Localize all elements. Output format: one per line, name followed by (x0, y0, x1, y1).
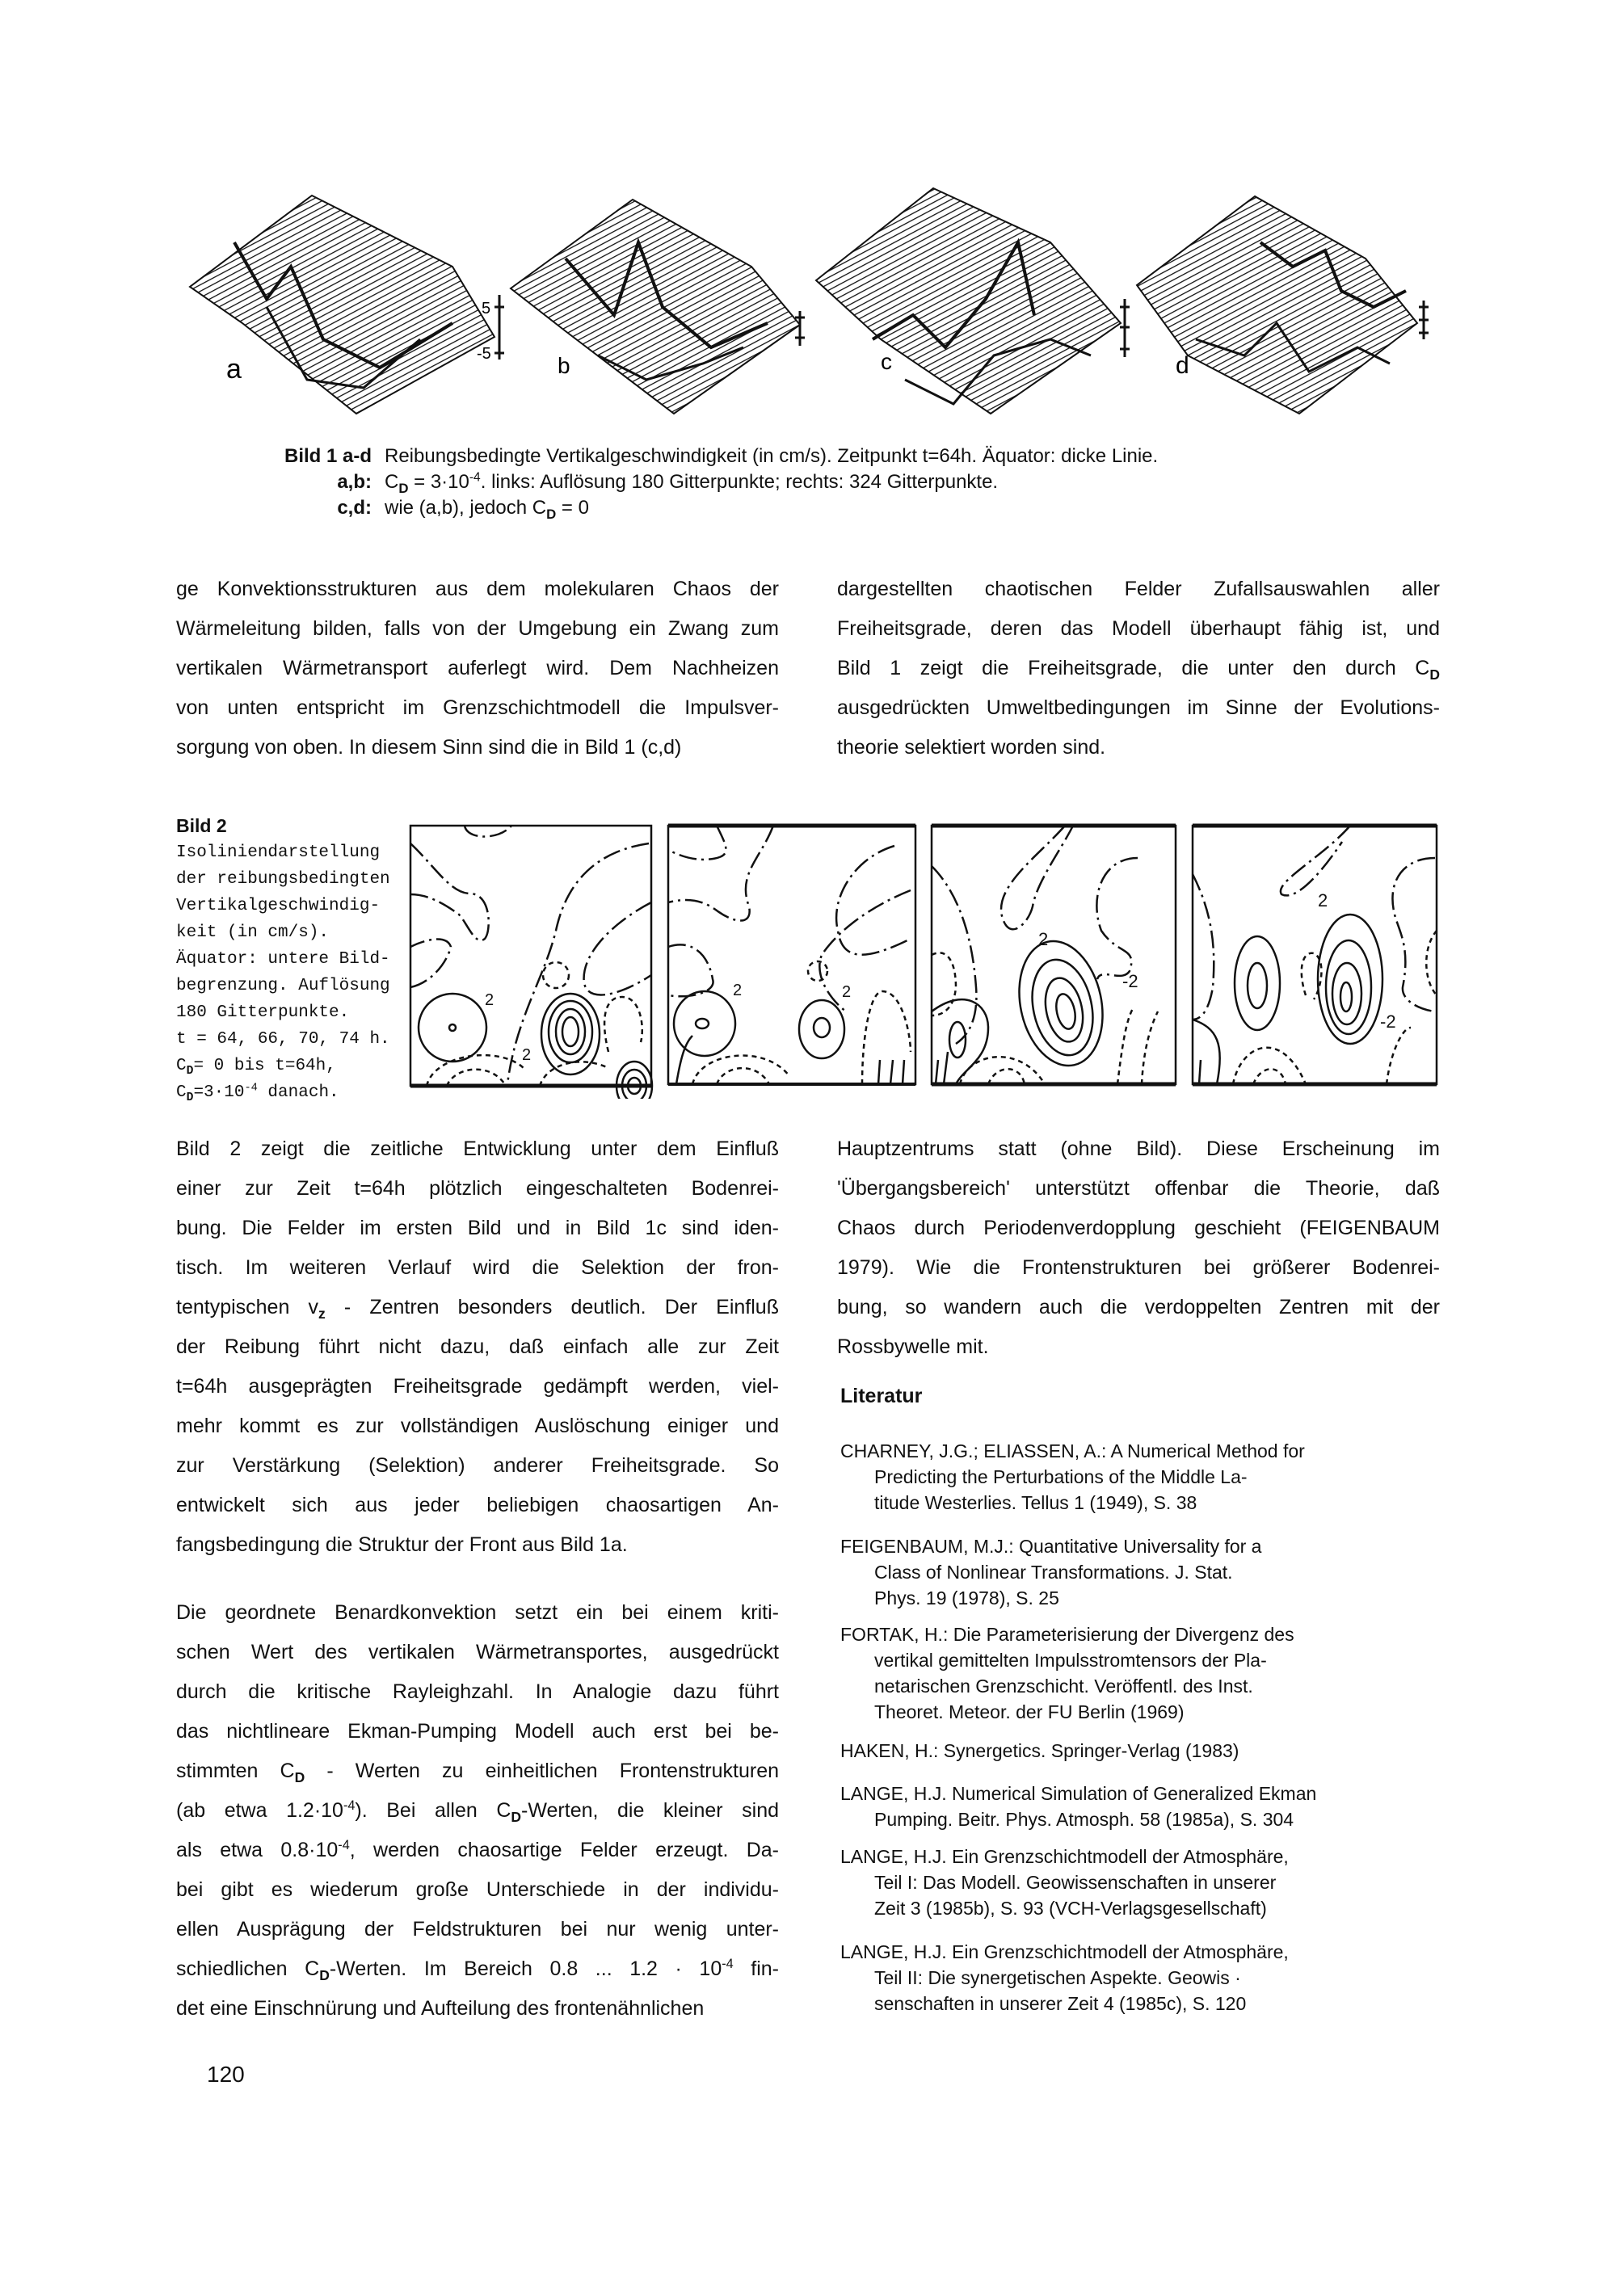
text-line: einer zur Zeit t=64h plötzlich eingeschalteten Bodenrei- (176, 1177, 779, 1200)
text-line: Teil II: Die synergetischen Aspekte. Geowis · (874, 1967, 1241, 1988)
text-line: Die geordnete Benardkonvektion setzt ein bei einem kriti- (176, 1601, 779, 1624)
contour-label: 2 (733, 982, 743, 999)
text-line: CHARNEY, J.G.; ELIASSEN, A.: A Numerical Method for (840, 1440, 1305, 1461)
reference-item (840, 1621, 1294, 1725)
text-line: FORTAK, H.: Die Parameterisierung der Divergenz des (840, 1624, 1294, 1645)
text-line: Wärmeleitung bilden, falls von der Umgebung ein Zwang zum (176, 617, 779, 640)
text-line: vertikalen Wärmetransport auferlegt wird. Dem Nachheizen (176, 657, 779, 679)
text-line: bung, so wandern auch die verdoppelten Zentren mit der (837, 1296, 1440, 1318)
subscript: z (318, 1306, 326, 1323)
caption-text: Reibungsbedingte Vertikalgeschwindigkeit (in cm/s). Zeitpunkt t=64h. Äquator: dicke Linie. (385, 445, 1159, 467)
caption-label: c,d: (337, 497, 372, 519)
caption-text: wie (a,b), jedoch $C_D = 0$ (385, 497, 589, 522)
literature-heading: Literatur (840, 1385, 923, 1407)
text-line: Bild 1 zeigt die Freiheitsgrade, die unter den durch $C_D$ (837, 657, 1440, 683)
text-line: schen Wert des vertikalen Wärmetransportes, ausgedrückt (176, 1641, 779, 1663)
text-line: 'Übergangsbereich' unterstützt offenbar die Theorie, daß (837, 1177, 1440, 1200)
text-line: theorie selektiert worden sind. (837, 736, 1106, 759)
text-line: t = 64, 66, 70, 74 h. (176, 1030, 390, 1049)
text-line: der reibungsbedingten (176, 870, 390, 889)
contour-label: 2 (1318, 890, 1328, 910)
text-line: $C_D=3\cdot 10^{-4}$ danach. (176, 1082, 339, 1105)
text-line: det eine Einschnürung und Aufteilung des frontenähnlichen (176, 1997, 705, 2020)
text-line: bei gibt es wiederum große Unterschiede in der individu- (176, 1878, 779, 1901)
text-line: HAKEN, H.: Synergetics. Springer-Verlag (1983) (840, 1740, 1239, 1761)
text-line: Bild 2 zeigt die zeitliche Entwicklung unter dem Einfluß (176, 1137, 779, 1160)
scale-label-bottom: -5 (477, 345, 491, 363)
contour-label: 2 (842, 983, 852, 1001)
reference-item (840, 1844, 1289, 1921)
caption-text: $C_D = 3\cdot 10^{-4}$. links: Auflösung 180 Gitterpunkte; rechts: 324 Gitterpunkte. (385, 470, 999, 496)
scale-label-top: 5 (482, 300, 491, 317)
paragraph-left-3 (176, 1593, 779, 2029)
text-line: (ab etwa $1.2\cdot 10^{-4}$). Bei allen $C_D$-Werten, die kleiner sind (176, 1798, 780, 1826)
superscript: -4 (722, 1957, 734, 1972)
reference-item (840, 1438, 1305, 1516)
text-line: Freiheitsgrade, deren das Modell überhaupt fähig ist, und (837, 617, 1440, 640)
text-line: Pumping. Beitr. Phys. Atmosph. 58 (1985a), S. 304 (874, 1809, 1294, 1830)
caption-label: a,b: (337, 471, 372, 493)
text-line: netarischen Grenzschicht. Veröffentl. des Inst. (874, 1676, 1253, 1697)
text-line: Isoliniendarstellung (176, 843, 381, 862)
text-line: Äquator: untere Bild- (176, 950, 390, 969)
text-line: Zeit 3 (1985b), S. 93 (VCH-Verlagsgesellschaft) (874, 1898, 1267, 1919)
text-line: keit (in cm/s). (176, 923, 330, 942)
text-line: entwickelt sich aus jeder beliebigen chaosartigen An- (176, 1494, 779, 1516)
panel-label-c: c (881, 349, 892, 374)
contour-label: 2 (485, 991, 494, 1009)
text-line: der Reibung führt nicht dazu, daß einfach alle zur Zeit (176, 1335, 779, 1358)
superscript: -4 (244, 1082, 258, 1095)
text-line: tisch. Im weiteren Verlauf wird die Selektion der fron- (176, 1256, 779, 1279)
contour-panel-2 (668, 826, 915, 1084)
text-line: von unten entspricht im Grenzschichtmodell die Impulsver- (176, 696, 779, 719)
text-line: ge Konvektionsstrukturen aus dem molekularen Chaos der (176, 578, 779, 600)
text-line: Vertikalgeschwindig- (176, 897, 381, 915)
contour-label: -2 (1380, 1011, 1396, 1032)
contour-label: -2 (1122, 971, 1138, 991)
text-line: 180 Gitterpunkte. (176, 1003, 350, 1022)
text-line: Class of Nonlinear Transformations. J. Stat. (874, 1562, 1233, 1583)
text-line: ellen Ausprägung der Feldstrukturen bei nur wenig unter- (176, 1918, 779, 1941)
paragraph-right-2 (837, 1129, 1440, 1367)
superscript: -4 (343, 1798, 356, 1814)
text-line: stimmten $C_D$ - Werten zu einheitlichen Frontenstrukturen (176, 1760, 780, 1786)
reference-item (840, 1738, 1239, 1764)
text-line: Phys. 19 (1978), S. 25 (874, 1587, 1059, 1608)
subscript: D (398, 480, 409, 496)
subscript: D (546, 506, 557, 522)
text-line: Hauptzentrums statt (ohne Bild). Diese Erscheinung im (837, 1137, 1440, 1160)
contour-label: 2 (1038, 929, 1049, 949)
text-line: Chaos durch Periodenverdopplung geschieht (FEIGENBAUM (837, 1217, 1440, 1239)
text-line: sorgung von oben. In diesem Sinn sind die in Bild 1 (c,d) (176, 736, 682, 759)
text-line: LANGE, H.J. Numerical Simulation of Generalized Ekman (840, 1783, 1317, 1804)
text-line: Teil I: Das Modell. Geowissenschaften in unserer (874, 1872, 1277, 1893)
paragraph-left-2 (176, 1129, 779, 1565)
text-line: begrenzung. Auflösung (176, 977, 390, 995)
text-line: bung. Die Felder im ersten Bild und in Bild 1c sind iden- (176, 1217, 779, 1239)
text-line: tentypischen $v_z$ - Zentren besonders deutlich. Der Einfluß (176, 1296, 779, 1323)
reference-item (840, 1781, 1316, 1832)
panel-label-d: d (1176, 352, 1189, 379)
text-line: mehr kommt es zur vollständigen Auslöschung einiger und (176, 1415, 779, 1437)
text-line: schiedlichen $C_D$-Werten. Im Bereich 0.8 ... $1.2 \cdot 10^{-4}$ fin- (176, 1957, 779, 1984)
page-number: 120 (207, 2062, 245, 2087)
superscript: -4 (469, 470, 481, 485)
text-line: $C_D= 0$ bis t=64h, (176, 1057, 336, 1079)
text-line: senschaften in unserer Zeit 4 (1985c), S. 120 (874, 1993, 1247, 2014)
text-line: fangsbedingung die Struktur der Front aus Bild 1a. (176, 1533, 628, 1556)
reference-item (840, 1939, 1289, 2016)
text-line: durch die kritische Rayleighzahl. In Analogie dazu führt (176, 1680, 779, 1703)
text-line: ausgedrückten Umweltbedingungen im Sinne der Evolutions- (837, 696, 1440, 719)
figure-2-contour-plots (0, 0, 1616, 1099)
text-line: 1979). Wie die Frontenstrukturen bei größerer Bodenrei- (837, 1256, 1440, 1279)
figure-2-heading: Bild 2 (176, 815, 227, 836)
subscript: D (186, 1065, 194, 1079)
contour-panel-4 (1193, 826, 1437, 1084)
subscript: D (1429, 667, 1440, 683)
text-line: dargestellten chaotischen Felder Zufallsauswahlen aller (837, 578, 1440, 600)
subscript: D (294, 1769, 305, 1786)
text-line: Theoret. Meteor. der FU Berlin (1969) (874, 1701, 1185, 1722)
text-line: LANGE, H.J. Ein Grenzschichtmodell der Atmosphäre, (840, 1941, 1289, 1962)
text-line: als etwa $0.8\cdot 10^{-4}$, werden chaosartige Felder erzeugt. Da- (176, 1838, 779, 1861)
panel-label-b: b (558, 353, 570, 378)
text-line: Rossbywelle mit. (837, 1335, 989, 1358)
text-line: t=64h ausgeprägten Freiheitsgrade gedämpft werden, viel- (176, 1375, 779, 1398)
reference-item (840, 1533, 1261, 1611)
text-line: FEIGENBAUM, M.J.: Quantitative Universality for a (840, 1536, 1262, 1557)
subscript: D (319, 1967, 330, 1984)
text-line: LANGE, H.J. Ein Grenzschichtmodell der Atmosphäre, (840, 1846, 1289, 1867)
text-line: zur Verstärkung (Selektion) anderer Freiheitsgrade. So (176, 1454, 779, 1477)
text-line: Predicting the Perturbations of the Middle La- (874, 1466, 1248, 1487)
text-line: vertikal gemittelten Impulsstromtensors der Pla- (874, 1650, 1267, 1671)
subscript: D (511, 1809, 522, 1826)
contour-label: 2 (522, 1046, 532, 1064)
subscript: D (186, 1091, 194, 1105)
panel-label-a: a (226, 354, 242, 385)
superscript: -4 (338, 1838, 350, 1853)
text-line: titude Westerlies. Tellus 1 (1949), S. 38 (874, 1492, 1197, 1513)
contour-panel-1 (410, 826, 652, 1099)
text-line: das nichtlineare Ekman-Pumping Modell auch erst bei be- (176, 1720, 779, 1743)
caption-label: Bild 1 a-d (284, 445, 372, 467)
contour-panel-3 (932, 826, 1176, 1084)
